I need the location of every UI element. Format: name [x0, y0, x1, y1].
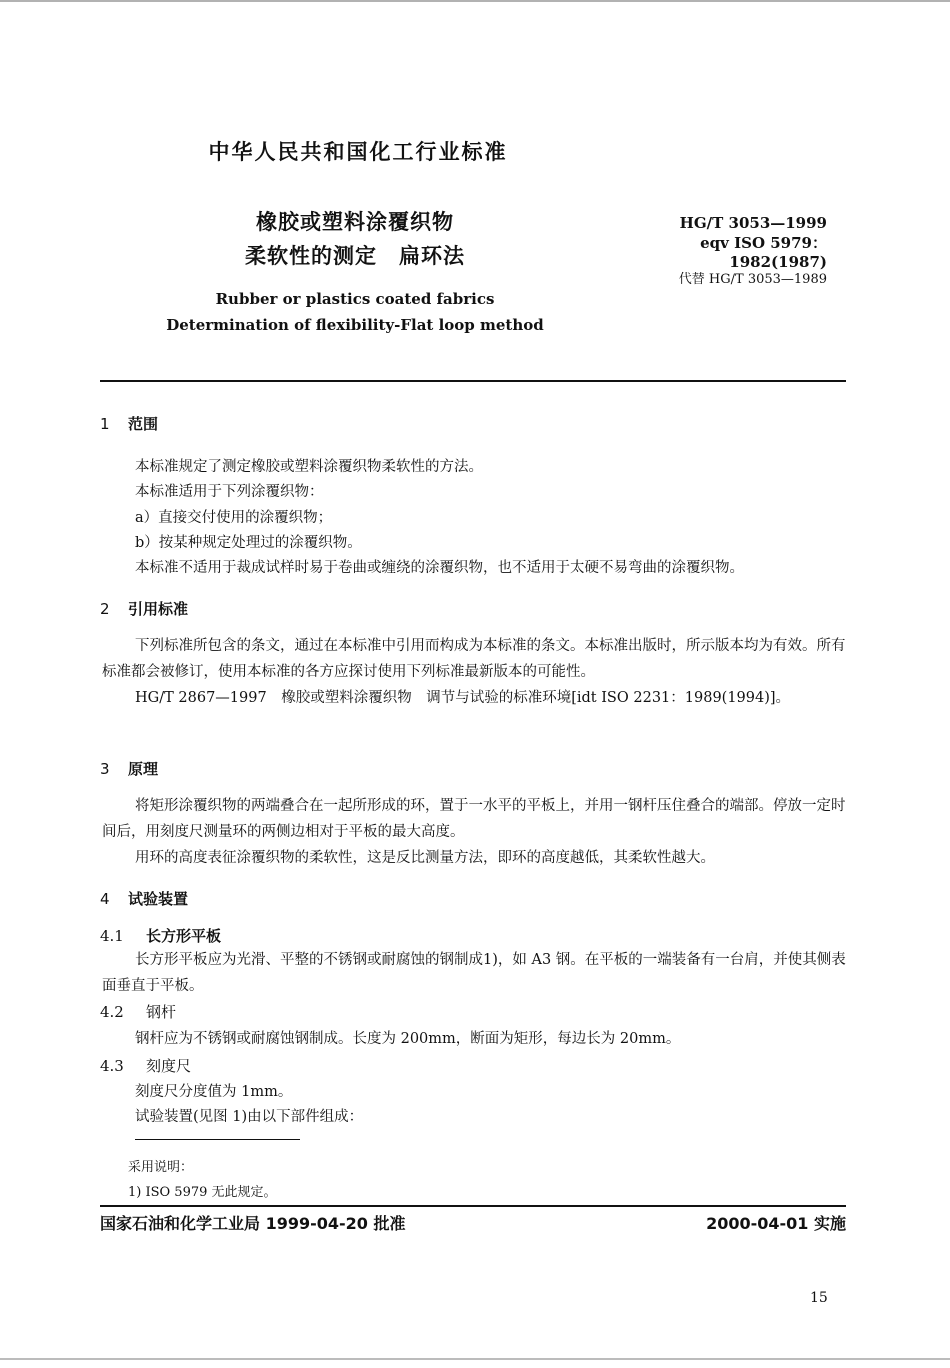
- section-1-heading: [100, 413, 158, 434]
- adoption-note-item: 1) ISO 5979 无此规定。: [128, 1185, 277, 1200]
- page-number: 15: [810, 1290, 828, 1306]
- subsection-4-2-paragraph: 钢杆应为不锈钢或耐腐蚀钢制成。长度为 200mm，断面为矩形，每边长为 20mm。: [135, 1031, 681, 1047]
- section-1-line: 本标准适用于下列涂覆织物：: [135, 484, 324, 500]
- title-cn-line2: 柔软性的测定 扁环法: [245, 244, 465, 268]
- issuing-body-header: 中华人民共和国化工行业标准: [208, 140, 508, 164]
- subsection-title: 钢杆: [146, 1003, 177, 1021]
- title-en-line1: Rubber or plastics coated fabrics: [215, 290, 495, 308]
- standard-code: HG/T 3053—1999: [679, 214, 827, 232]
- subsection-4-2-heading: [100, 1001, 176, 1022]
- section-title: 试验装置: [128, 890, 189, 908]
- bottom-scan-edge: [0, 1358, 950, 1360]
- section-1-line: a）直接交付使用的涂覆织物；: [135, 510, 333, 526]
- section-number: 4: [100, 890, 110, 908]
- section-1-line: 本标准不适用于裁成试样时易于卷曲或缠绕的涂覆织物，也不适用于太硬不易弯曲的涂覆织物。: [135, 560, 744, 576]
- section-2-reference: HG/T 2867—1997 橡胶或塑料涂覆织物 调节与试验的标准环境[idt ISO 2231：1989(1994)]。: [135, 690, 791, 706]
- subsection-number: 4.3: [100, 1057, 124, 1075]
- adoption-note-label: 采用说明：: [128, 1160, 194, 1175]
- effective-date: 2000-04-01 实施: [706, 1214, 846, 1233]
- subsection-4-3-heading: [100, 1055, 191, 1076]
- subsection-title: 长方形平板: [146, 927, 222, 945]
- header-divider: [100, 380, 846, 382]
- subsection-4-1-paragraph: 长方形平板应为光滑、平整的不锈钢或耐腐蚀的钢制成1)，如 A3 钢。在平板的一端装备有一台肩，并使其侧表面垂直于平板。: [102, 952, 846, 994]
- section-4-heading: [100, 888, 188, 909]
- section-number: 2: [100, 600, 110, 618]
- title-en-line2: Determination of flexibility-Flat loop method: [166, 316, 544, 334]
- subsection-number: 4.1: [100, 927, 124, 945]
- section-3-paragraph-2: 用环的高度表征涂覆织物的柔软性，这是反比测量方法，即环的高度越低，其柔软性越大。: [135, 850, 715, 866]
- standard-replaces: 代替 HG/T 3053—1989: [678, 272, 827, 287]
- section-2-heading: [100, 598, 188, 619]
- subsection-number: 4.2: [100, 1003, 124, 1021]
- top-scan-edge: [0, 0, 950, 2]
- section-3-paragraph-1: 将矩形涂覆织物的两端叠合在一起所形成的环，置于一水平的平板上，并用一钢杆压住叠合的端部。停放一定时间后，用刻度尺测量环的两侧边相对于平板的最大高度。: [102, 798, 846, 840]
- section-3-heading: [100, 758, 158, 779]
- section-1-line: b）按某种规定处理过的涂覆织物。: [135, 535, 362, 551]
- section-number: 3: [100, 760, 110, 778]
- section-2-paragraph-1: 下列标准所包含的条文，通过在本标准中引用而构成为本标准的条文。本标准出版时，所示版本均为有效。所有标准都会被修订，使用本标准的各方应探讨使用下列标准最新版本的可能性。: [102, 638, 846, 680]
- subsection-title: 刻度尺: [146, 1057, 192, 1075]
- subsection-4-3-line: 刻度尺分度值为 1mm。: [135, 1084, 293, 1100]
- subsection-4-1-heading: [100, 925, 221, 946]
- standard-equivalent: eqv ISO 5979：1982(1987): [700, 234, 827, 271]
- subsection-4-3-line: 试验装置(见图 1)由以下部件组成：: [135, 1109, 364, 1125]
- approval-date: 国家石油和化学工业局 1999-04-20 批准: [100, 1214, 406, 1233]
- footnote-divider: [135, 1139, 300, 1140]
- section-number: 1: [100, 415, 110, 433]
- section-title: 范围: [128, 415, 159, 433]
- section-title: 原理: [128, 760, 159, 778]
- section-title: 引用标准: [128, 600, 189, 618]
- footer-divider: [100, 1205, 846, 1207]
- title-cn-line1: 橡胶或塑料涂覆织物: [256, 210, 454, 234]
- section-1-line: 本标准规定了测定橡胶或塑料涂覆织物柔软性的方法。: [135, 459, 483, 475]
